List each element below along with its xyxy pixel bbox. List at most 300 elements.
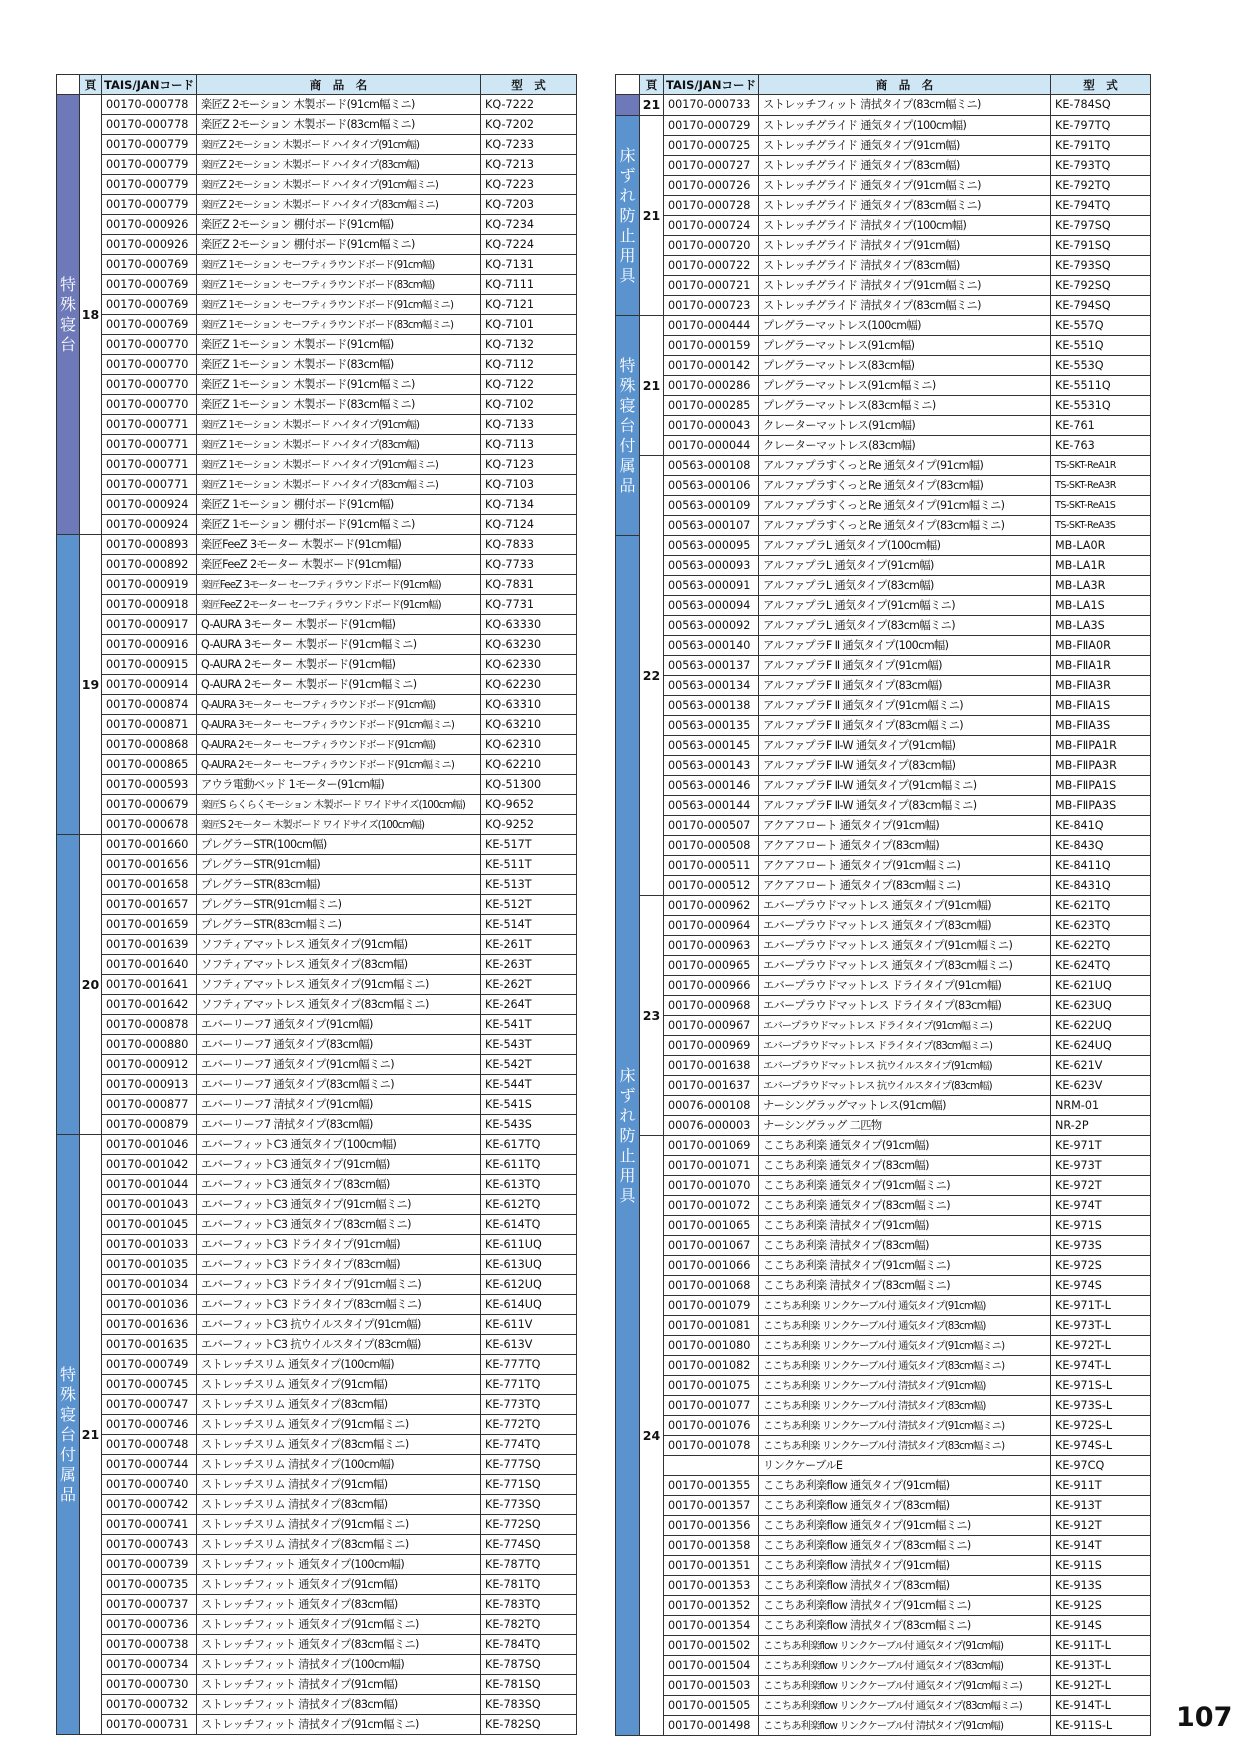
model-cell: KQ-9252 xyxy=(481,815,577,835)
code-cell: 00170-000749 xyxy=(102,1355,197,1375)
table-row xyxy=(57,295,577,315)
name-cell: エバーフィットC3 通気タイプ(100cm幅) xyxy=(197,1135,481,1155)
name-cell: 楽匠Z 2モーション 棚付ボード(91cm幅ミニ) xyxy=(197,235,481,255)
name-cell: エバーフィットC3 抗ウイルスタイプ(91cm幅) xyxy=(197,1315,481,1335)
code-cell: 00170-001069 xyxy=(664,1136,759,1156)
model-cell: KE-793TQ xyxy=(1051,156,1151,176)
page-cell: 19 xyxy=(80,535,102,835)
table-row xyxy=(57,1715,577,1735)
name-cell: 楽匠Z 2モーション 木製ボード ハイタイプ(83cm幅) xyxy=(197,155,481,175)
model-cell: KQ-7131 xyxy=(481,255,577,275)
code-cell: 00170-000444 xyxy=(664,316,759,336)
model-cell: KE-622UQ xyxy=(1051,1016,1151,1036)
code-cell: 00170-001078 xyxy=(664,1436,759,1456)
table-row xyxy=(57,255,577,275)
name-cell: アルファプラF Ⅱ 通気タイプ(83cm幅) xyxy=(759,676,1051,696)
name-cell: エバープラウドマットレス 抗ウイルスタイプ(91cm幅) xyxy=(759,1056,1051,1076)
model-cell: KE-913S xyxy=(1051,1576,1151,1596)
model-cell: KQ-7133 xyxy=(481,415,577,435)
code-cell: 00170-000770 xyxy=(102,335,197,355)
model-cell: KE-783TQ xyxy=(481,1595,577,1615)
name-cell: アルファプラF Ⅱ-W 通気タイプ(91cm幅ミニ) xyxy=(759,776,1051,796)
table-row xyxy=(57,1315,577,1335)
model-cell: KE-781SQ xyxy=(481,1675,577,1695)
code-cell xyxy=(664,1456,759,1476)
name-cell: ストレッチスリム 清拭タイプ(83cm幅ミニ) xyxy=(197,1535,481,1555)
code-cell: 00563-000145 xyxy=(664,736,759,756)
model-cell: KE-613UQ xyxy=(481,1255,577,1275)
model-cell: KE-8411Q xyxy=(1051,856,1151,876)
name-cell: ここちあ利楽flow 清拭タイプ(91cm幅) xyxy=(759,1556,1051,1576)
model-cell: KE-971S-L xyxy=(1051,1376,1151,1396)
name-cell: ストレッチフィット 清拭タイプ(91cm幅) xyxy=(197,1675,481,1695)
table-row xyxy=(57,1635,577,1655)
model-cell: MB-FⅡPA3S xyxy=(1051,796,1151,816)
model-cell: KE-621V xyxy=(1051,1056,1151,1076)
name-cell: ストレッチグライド 清拭タイプ(91cm幅ミニ) xyxy=(759,276,1051,296)
code-cell: 00563-000095 xyxy=(664,536,759,556)
code-cell: 00170-000963 xyxy=(664,936,759,956)
name-cell: 楽匠Z 1モーション セーフティラウンドボード(83cm幅ミニ) xyxy=(197,315,481,335)
code-cell: 00170-000769 xyxy=(102,275,197,295)
model-cell: KQ-7224 xyxy=(481,235,577,255)
table-row xyxy=(57,755,577,775)
name-cell: アルファプラすくっとRe 通気タイプ(91cm幅ミニ) xyxy=(759,496,1051,516)
code-cell: 00170-001658 xyxy=(102,875,197,895)
code-cell: 00170-000778 xyxy=(102,115,197,135)
table-row xyxy=(57,1475,577,1495)
code-cell: 00170-001065 xyxy=(664,1216,759,1236)
model-cell: KQ-63210 xyxy=(481,715,577,735)
name-cell: エバーリーフ7 通気タイプ(91cm幅ミニ) xyxy=(197,1055,481,1075)
name-cell: アルファプラすくっとRe 通気タイプ(83cm幅) xyxy=(759,476,1051,496)
table-row xyxy=(57,595,577,615)
table-row xyxy=(57,355,577,375)
code-cell: 00170-000964 xyxy=(664,916,759,936)
table-row xyxy=(616,456,1151,476)
right-product-table xyxy=(615,74,1151,1736)
model-cell: MB-FⅡPA1S xyxy=(1051,776,1151,796)
code-cell: 00170-000779 xyxy=(102,195,197,215)
model-cell: MB-LA3R xyxy=(1051,576,1151,596)
model-cell: KE-912T-L xyxy=(1051,1676,1151,1696)
name-cell: ここちあ利楽 リンクケーブル付 清拭タイプ(91cm幅ミニ) xyxy=(759,1416,1051,1436)
table-row xyxy=(57,1295,577,1315)
code-cell: 00170-000877 xyxy=(102,1095,197,1115)
model-cell: KE-774TQ xyxy=(481,1435,577,1455)
table-row xyxy=(616,196,1151,216)
name-cell: 楽匠FeeZ 3モーター セーフティラウンドボード(91cm幅) xyxy=(197,575,481,595)
table-row xyxy=(616,1476,1151,1496)
name-cell: アルファプラすくっとRe 通気タイプ(83cm幅ミニ) xyxy=(759,516,1051,536)
name-cell: ストレッチグライド 通気タイプ(91cm幅) xyxy=(759,136,1051,156)
table-row xyxy=(616,956,1151,976)
name-cell: ストレッチスリム 清拭タイプ(91cm幅) xyxy=(197,1475,481,1495)
code-cell: 00170-001352 xyxy=(664,1596,759,1616)
code-cell: 00170-001068 xyxy=(664,1276,759,1296)
model-cell: KQ-9652 xyxy=(481,795,577,815)
model-cell: MB-LA1R xyxy=(1051,556,1151,576)
table-row xyxy=(57,1155,577,1175)
table-row xyxy=(616,1116,1151,1136)
name-cell: ここちあ利楽flow リンクケーブル付 通気タイプ(83cm幅) xyxy=(759,1656,1051,1676)
code-cell: 00170-000727 xyxy=(664,156,759,176)
table-row xyxy=(616,276,1151,296)
name-cell: アルファプラF Ⅱ 通気タイプ(83cm幅ミニ) xyxy=(759,716,1051,736)
code-cell: 00170-000744 xyxy=(102,1455,197,1475)
name-cell: ソフティアマットレス 通気タイプ(83cm幅) xyxy=(197,955,481,975)
name-cell: エバーフィットC3 ドライタイプ(91cm幅ミニ) xyxy=(197,1275,481,1295)
code-cell: 00170-000731 xyxy=(102,1715,197,1735)
code-cell: 00170-000742 xyxy=(102,1495,197,1515)
name-cell: Q-AURA 3モーター 木製ボード(91cm幅ミニ) xyxy=(197,635,481,655)
table-row xyxy=(57,1115,577,1135)
code-cell: 00170-000748 xyxy=(102,1435,197,1455)
name-cell: Q-AURA 2モーター 木製ボード(91cm幅ミニ) xyxy=(197,675,481,695)
model-cell: KE-974S xyxy=(1051,1276,1151,1296)
model-cell: KE-617TQ xyxy=(481,1135,577,1155)
name-cell: エバーリーフ7 清拭タイプ(83cm幅) xyxy=(197,1115,481,1135)
name-cell: 楽匠Z 1モーション 木製ボード(83cm幅) xyxy=(197,355,481,375)
model-cell: KE-557Q xyxy=(1051,316,1151,336)
table-row xyxy=(57,495,577,515)
model-cell: KE-623TQ xyxy=(1051,916,1151,936)
name-cell: プレグラーSTR(83cm幅ミニ) xyxy=(197,915,481,935)
model-cell: KQ-62210 xyxy=(481,755,577,775)
model-cell: KE-541S xyxy=(481,1095,577,1115)
table-row xyxy=(57,875,577,895)
model-cell: TS-SKT-ReA1S xyxy=(1051,496,1151,516)
name-cell: 楽匠Z 2モーション 木製ボード(91cm幅ミニ) xyxy=(197,95,481,115)
model-cell: KE-611UQ xyxy=(481,1235,577,1255)
model-cell: KE-972T xyxy=(1051,1176,1151,1196)
table-row xyxy=(57,1255,577,1275)
table-row xyxy=(57,855,577,875)
name-cell: エバープラウドマットレス ドライタイプ(91cm幅) xyxy=(759,976,1051,996)
code-cell: 00170-000507 xyxy=(664,816,759,836)
table-row xyxy=(616,1656,1151,1676)
table-row xyxy=(616,756,1151,776)
code-cell: 00170-001638 xyxy=(664,1056,759,1076)
table-row xyxy=(57,1095,577,1115)
category-header xyxy=(616,75,640,95)
code-cell: 00170-001503 xyxy=(664,1676,759,1696)
name-cell: 楽匠Z 1モーション セーフティラウンドボード(91cm幅ミニ) xyxy=(197,295,481,315)
code-cell: 00563-000135 xyxy=(664,716,759,736)
model-cell: KE-911S-L xyxy=(1051,1716,1151,1736)
code-cell: 00170-001042 xyxy=(102,1155,197,1175)
page-cell: 21 xyxy=(640,95,664,116)
code-cell: 00170-000916 xyxy=(102,635,197,655)
name-cell: ここちあ利楽 リンクケーブル付 清拭タイプ(83cm幅ミニ) xyxy=(759,1436,1051,1456)
model-cell: KE-783SQ xyxy=(481,1695,577,1715)
name-cell: ストレッチフィット 通気タイプ(91cm幅ミニ) xyxy=(197,1615,481,1635)
name-cell: アルファプラF Ⅱ-W 通気タイプ(83cm幅ミニ) xyxy=(759,796,1051,816)
code-cell: 00170-000732 xyxy=(102,1695,197,1715)
model-cell: KE-792SQ xyxy=(1051,276,1151,296)
code-cell: 00170-001357 xyxy=(664,1496,759,1516)
code-cell: 00170-001080 xyxy=(664,1336,759,1356)
table-row xyxy=(616,896,1151,916)
code-cell: 00170-000770 xyxy=(102,355,197,375)
table-row xyxy=(57,975,577,995)
name-cell: アルファプラF Ⅱ 通気タイプ(100cm幅) xyxy=(759,636,1051,656)
code-cell: 00170-000926 xyxy=(102,215,197,235)
model-cell: KE-971S xyxy=(1051,1216,1151,1236)
table-row xyxy=(616,476,1151,496)
code-cell: 00170-001071 xyxy=(664,1156,759,1176)
table-row xyxy=(616,776,1151,796)
code-cell: 00563-000144 xyxy=(664,796,759,816)
name-cell: エバーフィットC3 通気タイプ(91cm幅) xyxy=(197,1155,481,1175)
name-cell: ストレッチスリム 通気タイプ(91cm幅) xyxy=(197,1375,481,1395)
name-cell: ナーシングラッグ 二匹物 xyxy=(759,1116,1051,1136)
model-cell: KE-777SQ xyxy=(481,1455,577,1475)
table-row xyxy=(57,715,577,735)
model-cell: KE-517T xyxy=(481,835,577,855)
code-cell: 00170-000285 xyxy=(664,396,759,416)
code-cell: 00170-000044 xyxy=(664,436,759,456)
name-cell: ストレッチフィット 清拭タイプ(91cm幅ミニ) xyxy=(197,1715,481,1735)
model-cell: KE-541T xyxy=(481,1015,577,1035)
table-row xyxy=(57,695,577,715)
name-cell: ここちあ利楽flow 清拭タイプ(83cm幅) xyxy=(759,1576,1051,1596)
code-cell: 00170-000740 xyxy=(102,1475,197,1495)
name-cell: ソフティアマットレス 通気タイプ(91cm幅) xyxy=(197,935,481,955)
code-cell: 00170-001642 xyxy=(102,995,197,1015)
category-cell xyxy=(616,316,640,536)
table-row xyxy=(57,955,577,975)
code-cell: 00170-000868 xyxy=(102,735,197,755)
model-cell: KE-614UQ xyxy=(481,1295,577,1315)
model-cell: KE-612TQ xyxy=(481,1195,577,1215)
code-cell: 00076-000003 xyxy=(664,1116,759,1136)
table-row xyxy=(616,1036,1151,1056)
code-cell: 00170-000508 xyxy=(664,836,759,856)
code-cell: 00170-000142 xyxy=(664,356,759,376)
model-cell: KE-514T xyxy=(481,915,577,935)
model-cell: KE-261T xyxy=(481,935,577,955)
model-cell: KQ-51300 xyxy=(481,775,577,795)
code-cell: 00170-000746 xyxy=(102,1415,197,1435)
table-row xyxy=(57,1035,577,1055)
model-cell: NR-2P xyxy=(1051,1116,1151,1136)
model-cell: KQ-7223 xyxy=(481,175,577,195)
code-cell: 00170-001072 xyxy=(664,1196,759,1216)
model-cell: MB-FⅡPA3R xyxy=(1051,756,1151,776)
table-row xyxy=(616,1716,1151,1736)
name-cell: ストレッチグライド 清拭タイプ(83cm幅ミニ) xyxy=(759,296,1051,316)
table-row xyxy=(616,436,1151,456)
model-cell: KE-761 xyxy=(1051,416,1151,436)
table-row xyxy=(616,1596,1151,1616)
code-cell: 00170-000892 xyxy=(102,555,197,575)
model-cell: KE-511T xyxy=(481,855,577,875)
code-cell: 00170-000779 xyxy=(102,175,197,195)
name-cell: ストレッチグライド 通気タイプ(91cm幅ミニ) xyxy=(759,176,1051,196)
code-cell: 00170-000747 xyxy=(102,1395,197,1415)
model-cell: KE-784SQ xyxy=(1051,95,1151,116)
name-cell: プレグラーSTR(100cm幅) xyxy=(197,835,481,855)
name-cell: ここちあ利楽flow リンクケーブル付 清拭タイプ(91cm幅) xyxy=(759,1716,1051,1736)
code-cell: 00170-001066 xyxy=(664,1256,759,1276)
model-cell: KE-612UQ xyxy=(481,1275,577,1295)
name-cell: アルファプラL 通気タイプ(83cm幅) xyxy=(759,576,1051,596)
code-cell: 00170-000769 xyxy=(102,315,197,335)
page-number: 107 xyxy=(1176,1702,1233,1733)
code-cell: 00170-000511 xyxy=(664,856,759,876)
code-cell: 00170-001657 xyxy=(102,895,197,915)
name-cell: 楽匠Z 1モーション 棚付ボード(91cm幅) xyxy=(197,495,481,515)
code-cell: 00563-000108 xyxy=(664,456,759,476)
model-cell: KQ-7203 xyxy=(481,195,577,215)
table-row xyxy=(57,1575,577,1595)
table-row xyxy=(57,675,577,695)
name-cell: ここちあ利楽 通気タイプ(91cm幅) xyxy=(759,1136,1051,1156)
model-cell: KE-262T xyxy=(481,975,577,995)
model-cell: MB-FⅡA3R xyxy=(1051,676,1151,696)
name-cell: アルファプラL 通気タイプ(91cm幅) xyxy=(759,556,1051,576)
table-row xyxy=(57,235,577,255)
category-cell xyxy=(57,835,80,1135)
category-label: 床ずれ防止用具 xyxy=(619,1065,636,1205)
code-cell: 00170-000726 xyxy=(664,176,759,196)
code-cell: 00170-000730 xyxy=(102,1675,197,1695)
name-cell: ここちあ利楽 清拭タイプ(83cm幅ミニ) xyxy=(759,1276,1051,1296)
model-cell: KQ-7122 xyxy=(481,375,577,395)
code-cell: 00170-000770 xyxy=(102,395,197,415)
code-cell: 00170-001076 xyxy=(664,1416,759,1436)
code-cell: 00170-001502 xyxy=(664,1636,759,1656)
name-cell: ここちあ利楽flow 通気タイプ(91cm幅) xyxy=(759,1476,1051,1496)
table-row xyxy=(57,535,577,555)
code-cell: 00170-001045 xyxy=(102,1215,197,1235)
name-cell: 楽匠Z 2モーション 木製ボード ハイタイプ(91cm幅ミニ) xyxy=(197,175,481,195)
code-cell: 00170-001355 xyxy=(664,1476,759,1496)
table-row xyxy=(57,935,577,955)
name-cell: ここちあ利楽 リンクケーブル付 清拭タイプ(83cm幅) xyxy=(759,1396,1051,1416)
code-cell: 00170-000736 xyxy=(102,1615,197,1635)
name-cell: アクアフロート 通気タイプ(83cm幅ミニ) xyxy=(759,876,1051,896)
table-row xyxy=(57,1495,577,1515)
code-cell: 00170-000879 xyxy=(102,1115,197,1135)
table-row xyxy=(616,156,1151,176)
name-cell: エバーリーフ7 清拭タイプ(91cm幅) xyxy=(197,1095,481,1115)
name-cell: 楽匠FeeZ 2モーター セーフティラウンドボード(91cm幅) xyxy=(197,595,481,615)
table-row xyxy=(616,216,1151,236)
code-cell: 00170-001079 xyxy=(664,1296,759,1316)
table-row xyxy=(57,455,577,475)
page-cell: 21 xyxy=(80,1135,102,1735)
name-cell: 楽匠Z 1モーション セーフティラウンドボード(91cm幅) xyxy=(197,255,481,275)
model-cell: KE-772TQ xyxy=(481,1415,577,1435)
code-cell: 00170-001358 xyxy=(664,1536,759,1556)
model-cell: KE-544T xyxy=(481,1075,577,1095)
model-cell: KQ-63330 xyxy=(481,615,577,635)
code-cell: 00170-000722 xyxy=(664,256,759,276)
model-cell: KQ-62330 xyxy=(481,655,577,675)
code-cell: 00170-000912 xyxy=(102,1055,197,1075)
code-cell: 00170-000733 xyxy=(664,95,759,116)
model-cell: KE-787TQ xyxy=(481,1555,577,1575)
model-cell: KE-543S xyxy=(481,1115,577,1135)
model-cell: KQ-7111 xyxy=(481,275,577,295)
table-row xyxy=(616,296,1151,316)
name-cell: 楽匠Z 2モーション 棚付ボード(91cm幅) xyxy=(197,215,481,235)
table-row xyxy=(616,1436,1151,1456)
model-cell: KE-613V xyxy=(481,1335,577,1355)
model-cell: KQ-7134 xyxy=(481,495,577,515)
code-cell: 00170-000512 xyxy=(664,876,759,896)
table-row xyxy=(616,536,1151,556)
table-row xyxy=(57,1535,577,1555)
name-cell: 楽匠Z 1モーション 木製ボード ハイタイプ(83cm幅ミニ) xyxy=(197,475,481,495)
code-cell: 00170-001044 xyxy=(102,1175,197,1195)
table-row xyxy=(616,796,1151,816)
code-cell: 00563-000106 xyxy=(664,476,759,496)
table-row xyxy=(616,936,1151,956)
page-cell: 23 xyxy=(640,896,664,1136)
model-cell: MB-FⅡA0R xyxy=(1051,636,1151,656)
model-cell: KE-611TQ xyxy=(481,1155,577,1175)
category-label: 特殊寝台付属品 xyxy=(59,1364,76,1504)
code-cell: 00170-000729 xyxy=(664,116,759,136)
code-cell: 00170-000771 xyxy=(102,435,197,455)
name-cell: ストレッチグライド 清拭タイプ(83cm幅) xyxy=(759,256,1051,276)
name-cell: ここちあ利楽 通気タイプ(91cm幅ミニ) xyxy=(759,1176,1051,1196)
name-cell: ここちあ利楽 通気タイプ(83cm幅) xyxy=(759,1156,1051,1176)
code-cell: 00170-000966 xyxy=(664,976,759,996)
table-row xyxy=(616,416,1151,436)
name-cell: エバープラウドマットレス 通気タイプ(91cm幅ミニ) xyxy=(759,936,1051,956)
table-row xyxy=(616,95,1151,116)
name-cell: ストレッチフィット 清拭タイプ(83cm幅ミニ) xyxy=(759,95,1051,116)
name-cell: ここちあ利楽flow リンクケーブル付 通気タイプ(91cm幅) xyxy=(759,1636,1051,1656)
name-cell: 楽匠Z 1モーション 木製ボード(91cm幅) xyxy=(197,335,481,355)
code-cell: 00170-001082 xyxy=(664,1356,759,1376)
code-cell: 00170-001637 xyxy=(664,1076,759,1096)
code-cell: 00563-000093 xyxy=(664,556,759,576)
code-cell: 00563-000094 xyxy=(664,596,759,616)
model-cell: KE-913T-L xyxy=(1051,1656,1151,1676)
table-row xyxy=(57,635,577,655)
name-cell: Q-AURA 3モーター セーフティラウンドボード(91cm幅) xyxy=(197,695,481,715)
code-cell: 00170-000915 xyxy=(102,655,197,675)
table-row xyxy=(57,1435,577,1455)
name-cell: ここちあ利楽 通気タイプ(83cm幅ミニ) xyxy=(759,1196,1051,1216)
table-row xyxy=(616,1536,1151,1556)
model-cell: MB-LA1S xyxy=(1051,596,1151,616)
table-row xyxy=(57,435,577,455)
model-cell: KE-613TQ xyxy=(481,1175,577,1195)
table-row xyxy=(616,396,1151,416)
code-cell: 00563-000107 xyxy=(664,516,759,536)
table-row xyxy=(616,1576,1151,1596)
code-cell: 00170-001036 xyxy=(102,1295,197,1315)
name-cell: エバーリーフ7 通気タイプ(83cm幅ミニ) xyxy=(197,1075,481,1095)
model-cell: KQ-7132 xyxy=(481,335,577,355)
table-row xyxy=(57,1235,577,1255)
table-row xyxy=(57,1135,577,1155)
table-row xyxy=(616,1256,1151,1276)
table-row xyxy=(616,1616,1151,1636)
name-cell: プレグラーマットレス(91cm幅ミニ) xyxy=(759,376,1051,396)
table-row xyxy=(57,1615,577,1635)
code-cell: 00170-000917 xyxy=(102,615,197,635)
table-row xyxy=(57,95,577,115)
code-cell: 00170-000745 xyxy=(102,1375,197,1395)
name-cell: ストレッチグライド 清拭タイプ(100cm幅) xyxy=(759,216,1051,236)
